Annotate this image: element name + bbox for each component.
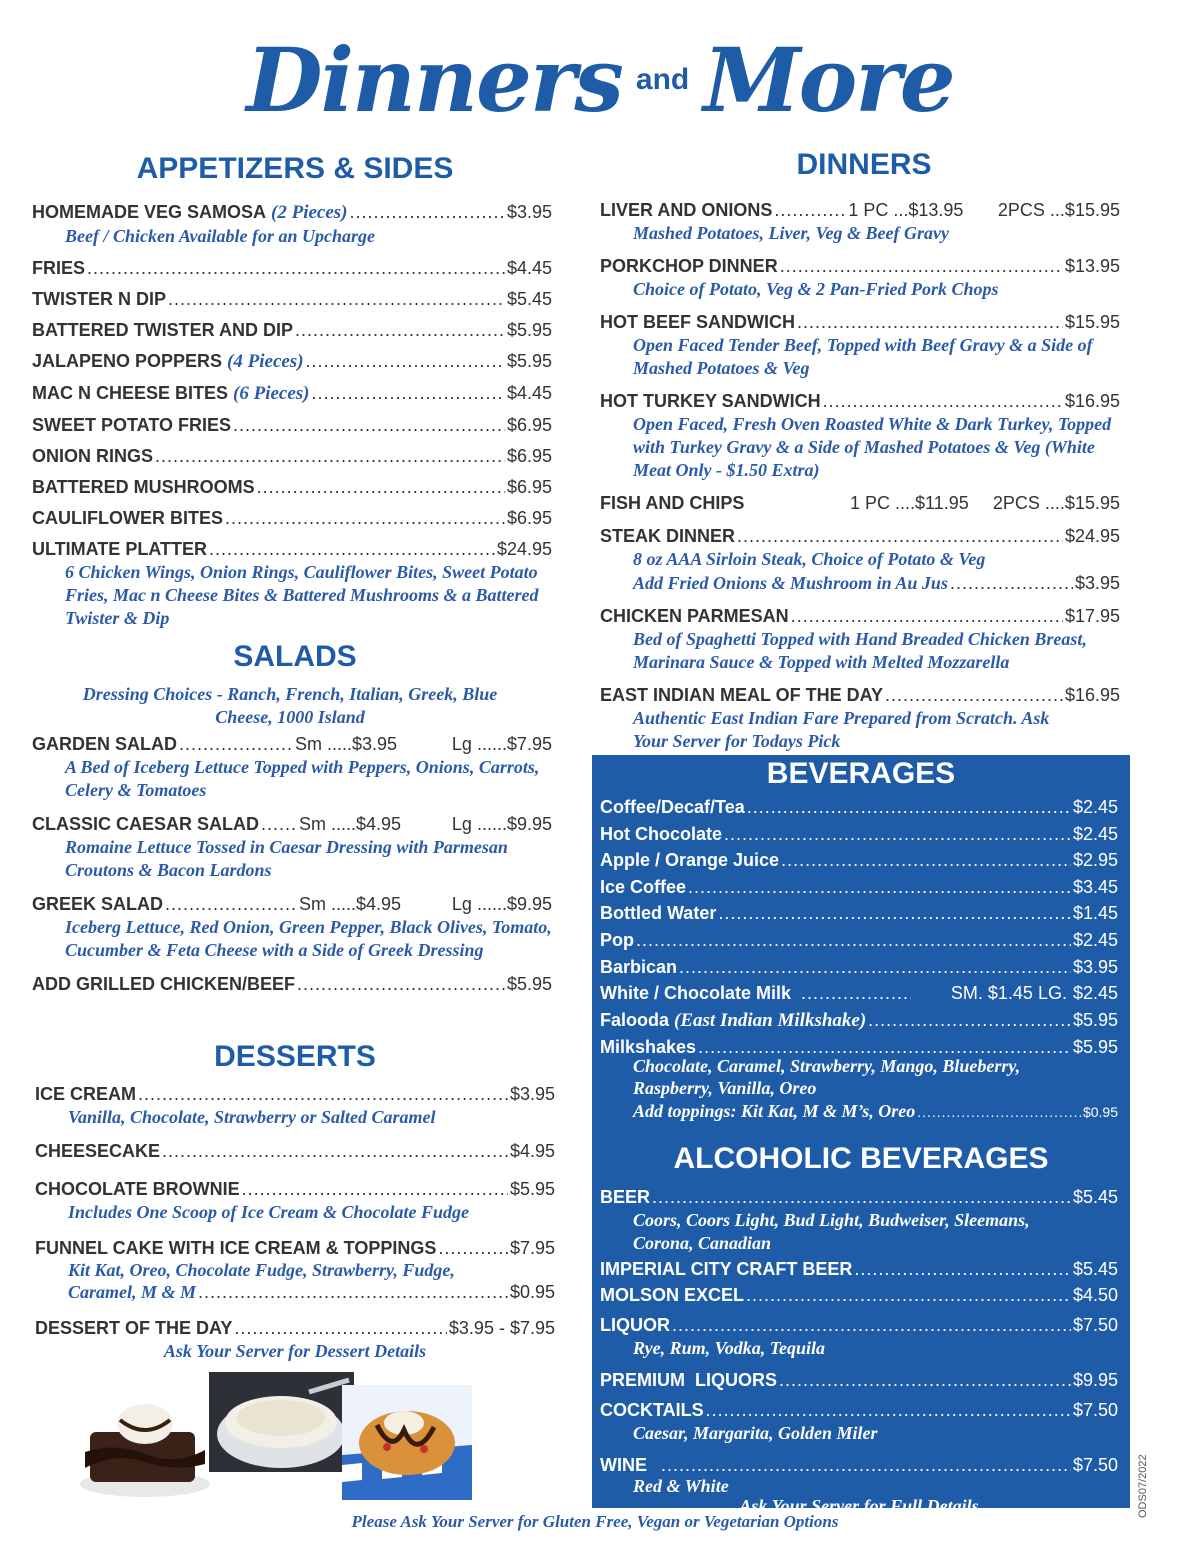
- item-description: Coors, Coors Light, Bud Light, Budweiser, Sleemans, Corona, Canadian: [633, 1210, 1030, 1253]
- list-item: HOMEMADE VEG SAMOSA (2 Pieces) ..... $3.95: [32, 200, 552, 225]
- list-item: LIQUOR ..... $7.50: [600, 1313, 1118, 1337]
- item-description: Authentic East Indian Fare Prepared from Scratch. Ask Your Server for Todays Pick: [633, 708, 1050, 751]
- item-description: Caesar, Margarita, Golden Miler: [633, 1423, 878, 1443]
- list-item: CHEESECAKE ..... $4.95: [35, 1139, 555, 1163]
- alcoholic-heading: ALCOHOLIC BEVERAGES: [673, 1142, 1049, 1175]
- list-item: IMPERIAL CITY CRAFT BEER ..... $5.45: [600, 1257, 1118, 1281]
- salads-heading: SALADS: [233, 640, 357, 673]
- item-description: Rye, Rum, Vodka, Tequila: [633, 1338, 826, 1358]
- list-item: JALAPENO POPPERS (4 Pieces) ..... $5.95: [32, 349, 552, 374]
- list-item: DESSERT OF THE DAY ..... $3.95 - $7.95: [35, 1316, 555, 1340]
- title-word-and: and: [635, 63, 690, 96]
- list-item: CHICKEN PARMESAN ..... $17.95: [600, 604, 1120, 628]
- footer-note: Please Ask Your Server for Gluten Free, Vegan or Vegetarian Options: [351, 1512, 839, 1531]
- list-item: FUNNEL CAKE WITH ICE CREAM & TOPPINGS ..... $7.95: [35, 1236, 555, 1260]
- item-description: Kit Kat, Oreo, Chocolate Fudge, Strawberry, Fudge,: [68, 1260, 455, 1280]
- item-description: 8 oz AAA Sirloin Steak, Choice of Potato & Veg: [633, 549, 986, 569]
- list-item: CAULIFLOWER BITES ..... $6.95: [32, 506, 552, 530]
- list-item: ONION RINGS ..... $6.95: [32, 444, 552, 468]
- item-description: Choice of Potato, Veg & 2 Pan-Fried Pork Chops: [633, 279, 999, 299]
- list-item: ICE CREAM ..... $3.95: [35, 1082, 555, 1106]
- item-description: Iceberg Lettuce, Red Onion, Green Pepper, Black Olives, Tomato, Cucumber & Feta Cheese with a Side of Greek Dressing: [65, 917, 552, 960]
- title-word-more: More: [703, 28, 954, 132]
- dressing-choices: Dressing Choices - Ranch, French, Italian, Greek, Blue Cheese, 1000 Island: [82, 684, 498, 727]
- list-item: BATTERED TWISTER AND DIP ..... $5.95: [32, 318, 552, 342]
- beverages-list: [600, 795, 1118, 1124]
- item-description: Romaine Lettuce Tossed in Caesar Dressing with Parmesan Croutons & Bacon Lardons: [65, 837, 508, 880]
- list-item: HOT TURKEY SANDWICH ..... $16.95: [600, 389, 1120, 413]
- item-description: Vanilla, Chocolate, Strawberry or Salted Caramel: [68, 1107, 436, 1127]
- beverages-panel: [592, 755, 1130, 1516]
- beverages-heading: BEVERAGES: [766, 757, 956, 790]
- list-item: Hot Chocolate ..... $2.45: [600, 822, 1118, 846]
- list-item: TWISTER N DIP ..... $5.45: [32, 287, 552, 311]
- appetizers-list: [32, 200, 552, 630]
- salads-list: [32, 732, 552, 996]
- item-description: 6 Chicken Wings, Onion Rings, Cauliflower Bites, Sweet Potato Fries, Mac n Cheese Bites & Battered Mushrooms & a Battered Twister & Dip: [65, 562, 539, 628]
- list-item: Milkshakes ..... $5.95: [600, 1035, 1118, 1059]
- list-item: BEER ..... $5.45: [600, 1185, 1118, 1209]
- alcohol-list: [600, 1185, 1118, 1517]
- list-item: COCKTAILS ..... $7.50: [600, 1398, 1118, 1422]
- rice-pudding-photo: [209, 1372, 354, 1472]
- list-item: GREEK SALAD ..... Sm .....$4.95 Lg ......$9.95: [32, 892, 552, 916]
- dinners-heading: DINNERS: [796, 148, 932, 181]
- list-item: WINE ..... $7.50: [600, 1453, 1118, 1477]
- list-item: Apple / Orange Juice ..... $2.95: [600, 848, 1118, 872]
- list-item: STEAK DINNER ..... $24.95: [600, 524, 1120, 548]
- list-item: CHOCOLATE BROWNIE ..... $5.95: [35, 1177, 555, 1201]
- list-item: FRIES ..... $4.45: [32, 256, 552, 280]
- list-item: PORKCHOP DINNER ..... $13.95: [600, 254, 1120, 278]
- desserts-list: [35, 1082, 555, 1363]
- list-item: Ice Coffee ..... $3.45: [600, 875, 1118, 899]
- list-item: Falooda (East Indian Milkshake) ..... $5.95: [600, 1008, 1118, 1033]
- item-description: Mashed Potatoes, Liver, Veg & Beef Gravy: [633, 223, 949, 243]
- dinners-list: [600, 198, 1120, 753]
- item-description: Open Faced Tender Beef, Topped with Beef Gravy & a Side of Mashed Potatoes & Veg: [633, 335, 1093, 378]
- appetizers-heading: APPETIZERS & SIDES: [136, 152, 454, 185]
- list-item: White / Chocolate Milk ..... SM. $1.45 LG. $2.45: [600, 981, 1118, 1005]
- dessert-note: Ask Your Server for Dessert Details: [163, 1341, 427, 1361]
- item-description: Beef / Chicken Available for an Upcharge: [65, 226, 375, 246]
- list-item: SWEET POTATO FRIES ..... $6.95: [32, 413, 552, 437]
- item-description: Open Faced, Fresh Oven Roasted White & Dark Turkey, Topped with Turkey Gravy & a Side of Mashed Potatoes & Veg (White Meat Only - $1.50 Extra): [633, 414, 1112, 480]
- title-word-dinners: Dinners: [246, 28, 622, 132]
- item-description: Red & White: [633, 1476, 729, 1496]
- list-item: Barbican ..... $3.95: [600, 955, 1118, 979]
- list-item: EAST INDIAN MEAL OF THE DAY ..... $16.95: [600, 683, 1120, 707]
- funnel-cake-photo: [342, 1385, 472, 1500]
- list-item: ADD GRILLED CHICKEN/BEEF ..... $5.95: [32, 972, 552, 996]
- alcohol-note: Ask Your Server for Full Details: [739, 1496, 979, 1516]
- list-item: GARDEN SALAD ..... Sm .....$3.95 Lg ......$7.95: [32, 732, 552, 756]
- item-description: A Bed of Iceberg Lettuce Topped with Peppers, Onions, Carrots, Celery & Tomatoes: [65, 757, 540, 800]
- list-item: MOLSON EXCEL ..... $4.50: [600, 1283, 1118, 1307]
- list-item: ULTIMATE PLATTER ..... $24.95: [32, 537, 552, 561]
- item-description: Bed of Spaghetti Topped with Hand Breaded Chicken Breast, Marinara Sauce & Topped with Melted Mozzarella: [633, 629, 1087, 672]
- desserts-heading: DESSERTS: [214, 1040, 376, 1073]
- list-item: Caramel, M & M ..... $0.95: [35, 1280, 555, 1304]
- page-title: [0, 28, 1200, 132]
- brownie-photo: [75, 1392, 210, 1498]
- item-description: Includes One Scoop of Ice Cream & Chocolate Fudge: [68, 1202, 469, 1222]
- list-item: Bottled Water ..... $1.45: [600, 901, 1118, 925]
- list-item: MAC N CHEESE BITES (6 Pieces) ..... $4.45: [32, 381, 552, 406]
- list-item: HOT BEEF SANDWICH ..... $15.95: [600, 310, 1120, 334]
- list-item: FISH AND CHIPS 1 PC ....$11.95 2PCS ....$15.95: [600, 493, 1120, 513]
- list-item: CLASSIC CAESAR SALAD ..... Sm .....$4.95 Lg ......$9.95: [32, 812, 552, 836]
- list-item: LIVER AND ONIONS ..... 1 PC ...$13.95 2PCS ...$15.95: [600, 198, 1120, 222]
- print-code: ODS07/2022: [1137, 1454, 1149, 1518]
- list-item: Add toppings: Kit Kat, M & M’s, Oreo ..... $0.95: [600, 1099, 1118, 1124]
- list-item: PREMIUM LIQUORS ..... $9.95: [600, 1368, 1118, 1392]
- list-item: Coffee/Decaf/Tea ..... $2.45: [600, 795, 1118, 819]
- list-item: BATTERED MUSHROOMS ..... $6.95: [32, 475, 552, 499]
- list-item: Add Fried Onions & Mushroom in Au Jus ..... $3.95: [600, 571, 1120, 595]
- list-item: Pop ..... $2.45: [600, 928, 1118, 952]
- item-description: Chocolate, Caramel, Strawberry, Mango, Blueberry, Raspberry, Vanilla, Oreo: [633, 1056, 1021, 1099]
